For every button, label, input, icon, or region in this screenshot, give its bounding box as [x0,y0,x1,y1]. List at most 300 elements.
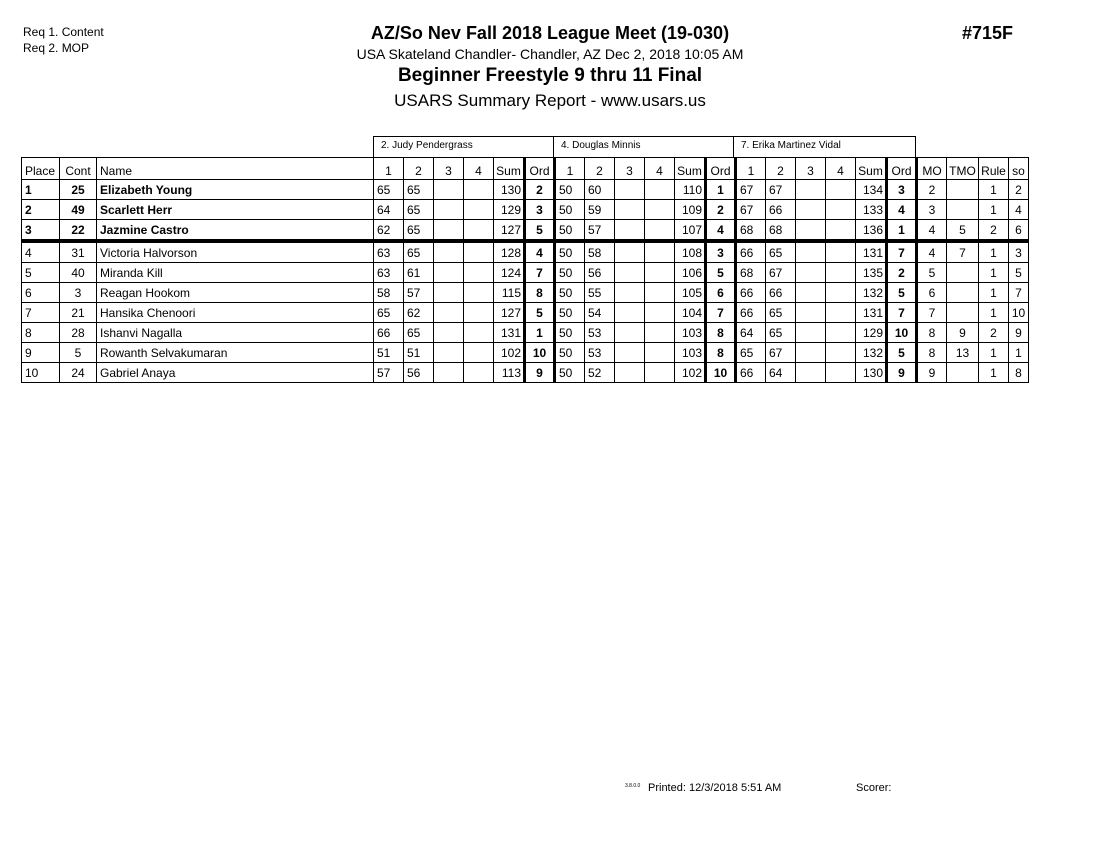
judge-2-sum: 102 [675,363,706,383]
judge-2-ordinal: 8 [706,323,736,343]
judge-2-ordinal: 6 [706,283,736,303]
judge-1-score-3 [434,220,464,242]
judge-1-sum: 131 [494,323,525,343]
col-mo: MO [917,158,947,180]
skater-name: Scarlett Herr [97,200,374,220]
judge-1-score-4 [464,180,494,200]
judge-1-score-1: 63 [374,263,404,283]
mo-cell: 2 [917,180,947,200]
judge-1-score-4 [464,200,494,220]
judge-2-score-3 [615,303,645,323]
judge-1-score-1: 64 [374,200,404,220]
judge-3-header: 7. Erika Martinez Vidal [733,136,916,158]
mo-cell: 8 [917,323,947,343]
judge-3-score-3 [796,283,826,303]
judge-3-score-3 [796,241,826,263]
col-rule: Rule [979,158,1009,180]
judge-2-score-4 [645,363,675,383]
mo-cell: 7 [917,303,947,323]
judge-2-score-1: 50 [555,220,585,242]
judge-3-score-2: 66 [766,283,796,303]
judge-3-score-4 [826,200,856,220]
judge-2-sum: 103 [675,323,706,343]
col-j3-s3: 3 [796,158,826,180]
col-j1-s4: 4 [464,158,494,180]
table-row [22,363,1029,383]
judge-1-ordinal: 3 [525,200,555,220]
judge-3-score-4 [826,220,856,242]
judge-3-ordinal: 5 [887,343,917,363]
table-row [22,303,1029,323]
cont-cell: 21 [60,303,97,323]
judge-1-score-1: 65 [374,180,404,200]
rule-cell: 1 [979,263,1009,283]
judge-3-score-2: 66 [766,200,796,220]
judge-3-ordinal: 9 [887,363,917,383]
judge-2-score-1: 50 [555,200,585,220]
judge-1-ordinal: 7 [525,263,555,283]
judge-2-score-3 [615,263,645,283]
col-j2-s1: 1 [555,158,585,180]
place-cell: 4 [22,241,60,263]
judge-3-score-2: 65 [766,303,796,323]
judge-3-score-3 [796,263,826,283]
judge-3-sum: 131 [856,303,887,323]
place-cell: 5 [22,263,60,283]
judge-1-ordinal: 5 [525,220,555,242]
tmo-cell [947,180,979,200]
judge-2-score-3 [615,343,645,363]
col-j3-s4: 4 [826,158,856,180]
rule-cell: 1 [979,283,1009,303]
software-version: 3.8.0.0 [625,783,641,789]
so-cell: 7 [1009,283,1029,303]
skater-name: Miranda Kill [97,263,374,283]
event-title: Beginner Freestyle 9 thru 11 Final [397,65,703,86]
judge-2-sum: 110 [675,180,706,200]
judge-1-score-2: 61 [404,263,434,283]
tmo-cell: 9 [947,323,979,343]
judge-3-score-3 [796,343,826,363]
col-j2-ord: Ord [706,158,736,180]
judge-3-score-4 [826,363,856,383]
tmo-cell [947,303,979,323]
rule-cell: 1 [979,241,1009,263]
col-so: so [1009,158,1029,180]
venue-date: USA Skateland Chandler- Chandler, AZ Dec 2, 2018 10:05 AM [356,46,744,62]
so-cell: 1 [1009,343,1029,363]
judge-3-sum: 131 [856,241,887,263]
judge-3-score-2: 67 [766,263,796,283]
judge-1-score-2: 65 [404,323,434,343]
judge-1-sum: 130 [494,180,525,200]
judge-1-score-1: 63 [374,241,404,263]
judge-2-score-4 [645,200,675,220]
table-row [22,220,1029,242]
rule-cell: 1 [979,303,1009,323]
mo-cell: 9 [917,363,947,383]
judge-3-sum: 130 [856,363,887,383]
judge-1-score-4 [464,263,494,283]
judge-3-score-1: 67 [736,180,766,200]
judge-2-score-2: 54 [585,303,615,323]
judge-2-score-1: 50 [555,263,585,283]
judge-1-score-2: 65 [404,220,434,242]
place-cell: 3 [22,220,60,242]
judge-2-score-2: 55 [585,283,615,303]
meet-title: AZ/So Nev Fall 2018 League Meet (19-030) [370,23,730,43]
judge-1-ordinal: 9 [525,363,555,383]
judge-1-score-3 [434,323,464,343]
skater-name: Victoria Halvorson [97,241,374,263]
judge-3-sum: 132 [856,283,887,303]
judge-3-ordinal: 2 [887,263,917,283]
judge-3-score-1: 66 [736,303,766,323]
judge-2-score-2: 53 [585,323,615,343]
col-j3-s2: 2 [766,158,796,180]
judge-1-score-3 [434,200,464,220]
col-j3-sum: Sum [856,158,887,180]
judge-1-score-1: 66 [374,323,404,343]
judge-2-sum: 105 [675,283,706,303]
tmo-cell [947,283,979,303]
judge-1-score-3 [434,263,464,283]
mo-cell: 4 [917,220,947,242]
skater-name: Reagan Hookom [97,283,374,303]
judge-3-score-1: 65 [736,343,766,363]
col-j1-s3: 3 [434,158,464,180]
tmo-cell: 7 [947,241,979,263]
judge-3-score-3 [796,323,826,343]
tmo-cell [947,200,979,220]
cont-cell: 24 [60,363,97,383]
judge-2-score-2: 59 [585,200,615,220]
tmo-cell: 13 [947,343,979,363]
judge-1-sum: 127 [494,303,525,323]
event-id: #715F [962,23,1014,43]
judge-1-score-2: 56 [404,363,434,383]
judge-2-sum: 103 [675,343,706,363]
judge-2-score-4 [645,263,675,283]
cont-cell: 49 [60,200,97,220]
skater-name: Ishanvi Nagalla [97,323,374,343]
judge-3-ordinal: 10 [887,323,917,343]
so-cell: 4 [1009,200,1029,220]
skater-name: Hansika Chenoori [97,303,374,323]
place-cell: 9 [22,343,60,363]
judge-1-score-4 [464,343,494,363]
skater-name: Elizabeth Young [97,180,374,200]
judge-1-score-4 [464,241,494,263]
judge-3-score-2: 67 [766,180,796,200]
col-cont: Cont [60,158,97,180]
tmo-cell [947,363,979,383]
judge-2-score-1: 50 [555,180,585,200]
judge-3-score-1: 68 [736,220,766,242]
judge-2-score-3 [615,200,645,220]
so-cell: 3 [1009,241,1029,263]
col-j3-s1: 1 [736,158,766,180]
judge-1-score-2: 62 [404,303,434,323]
judge-2-sum: 109 [675,200,706,220]
judge-3-sum: 129 [856,323,887,343]
judge-1-score-2: 57 [404,283,434,303]
place-cell: 8 [22,323,60,343]
judge-1-score-3 [434,241,464,263]
col-j2-s4: 4 [645,158,675,180]
place-cell: 6 [22,283,60,303]
table-row [22,180,1029,200]
tmo-cell: 5 [947,220,979,242]
judge-2-score-3 [615,241,645,263]
rule-cell: 1 [979,200,1009,220]
judge-3-score-4 [826,303,856,323]
judge-1-header: 2. Judy Pendergrass [373,136,554,158]
judge-3-sum: 135 [856,263,887,283]
table-row [22,343,1029,363]
judge-2-score-2: 53 [585,343,615,363]
table-row [22,323,1029,343]
judge-1-score-4 [464,363,494,383]
judge-3-score-1: 67 [736,200,766,220]
judge-2-sum: 106 [675,263,706,283]
judge-2-ordinal: 8 [706,343,736,363]
so-cell: 2 [1009,180,1029,200]
judge-2-score-3 [615,363,645,383]
table-row [22,241,1029,263]
judge-1-sum: 115 [494,283,525,303]
col-tmo: TMO [947,158,979,180]
col-j1-ord: Ord [525,158,555,180]
judge-2-ordinal: 3 [706,241,736,263]
rule-cell: 2 [979,220,1009,242]
so-cell: 10 [1009,303,1029,323]
judge-1-score-4 [464,220,494,242]
so-cell: 8 [1009,363,1029,383]
judge-1-score-3 [434,303,464,323]
judge-2-score-4 [645,343,675,363]
judge-3-score-1: 66 [736,283,766,303]
judge-2-score-4 [645,303,675,323]
judge-2-score-3 [615,220,645,242]
skater-name: Jazmine Castro [97,220,374,242]
judge-3-score-4 [826,283,856,303]
rule-cell: 1 [979,363,1009,383]
judge-2-score-4 [645,220,675,242]
judge-2-score-4 [645,180,675,200]
judge-2-score-2: 56 [585,263,615,283]
judge-3-score-2: 65 [766,323,796,343]
judge-2-score-1: 50 [555,363,585,383]
judge-3-score-3 [796,363,826,383]
cont-cell: 31 [60,241,97,263]
scorer-label: Scorer: [856,782,892,794]
judge-3-sum: 133 [856,200,887,220]
col-name: Name [97,158,374,180]
judge-1-ordinal: 5 [525,303,555,323]
judge-3-ordinal: 7 [887,303,917,323]
judge-1-sum: 102 [494,343,525,363]
col-place: Place [22,158,60,180]
judge-3-score-1: 64 [736,323,766,343]
judge-3-score-2: 64 [766,363,796,383]
place-cell: 7 [22,303,60,323]
table-row [22,200,1029,220]
judge-3-ordinal: 3 [887,180,917,200]
judge-3-score-4 [826,343,856,363]
judge-1-score-3 [434,363,464,383]
judge-2-sum: 108 [675,241,706,263]
judge-2-score-2: 57 [585,220,615,242]
judge-1-ordinal: 8 [525,283,555,303]
judge-3-score-4 [826,241,856,263]
judge-1-score-4 [464,303,494,323]
mo-cell: 5 [917,263,947,283]
col-j3-ord: Ord [887,158,917,180]
judge-3-score-1: 66 [736,241,766,263]
judge-1-score-2: 65 [404,180,434,200]
skater-name: Rowanth Selvakumaran [97,343,374,363]
judge-2-score-4 [645,241,675,263]
judge-2-score-3 [615,323,645,343]
so-cell: 5 [1009,263,1029,283]
judge-2-ordinal: 7 [706,303,736,323]
cont-cell: 28 [60,323,97,343]
col-j1-sum: Sum [494,158,525,180]
cont-cell: 22 [60,220,97,242]
judge-1-score-4 [464,323,494,343]
judge-3-ordinal: 5 [887,283,917,303]
judge-1-score-2: 51 [404,343,434,363]
place-cell: 2 [22,200,60,220]
judge-2-ordinal: 2 [706,200,736,220]
rule-cell: 2 [979,323,1009,343]
judge-3-score-2: 65 [766,241,796,263]
judge-2-score-2: 58 [585,241,615,263]
judge-3-ordinal: 1 [887,220,917,242]
mo-cell: 3 [917,200,947,220]
col-j2-s2: 2 [585,158,615,180]
judge-2-sum: 107 [675,220,706,242]
judge-2-score-1: 50 [555,303,585,323]
place-cell: 10 [22,363,60,383]
judge-1-sum: 127 [494,220,525,242]
judge-1-score-2: 65 [404,241,434,263]
judge-1-ordinal: 1 [525,323,555,343]
judge-2-score-3 [615,180,645,200]
judge-3-score-2: 68 [766,220,796,242]
mo-cell: 8 [917,343,947,363]
judge-3-score-4 [826,323,856,343]
col-j2-sum: Sum [675,158,706,180]
place-cell: 1 [22,180,60,200]
judge-3-score-1: 66 [736,363,766,383]
judge-3-ordinal: 4 [887,200,917,220]
printed-timestamp: Printed: 12/3/2018 5:51 AM [648,782,782,794]
judge-1-score-1: 51 [374,343,404,363]
mo-cell: 6 [917,283,947,303]
judge-1-sum: 113 [494,363,525,383]
judge-1-ordinal: 4 [525,241,555,263]
col-j2-s3: 3 [615,158,645,180]
judge-2-ordinal: 1 [706,180,736,200]
judge-3-score-3 [796,180,826,200]
judge-1-sum: 124 [494,263,525,283]
judge-3-score-4 [826,180,856,200]
judge-3-score-3 [796,303,826,323]
header-row [22,158,1029,180]
judge-2-score-2: 52 [585,363,615,383]
rule-cell: 1 [979,180,1009,200]
table-row [22,263,1029,283]
judge-1-score-2: 65 [404,200,434,220]
judge-2-ordinal: 4 [706,220,736,242]
judge-2-score-1: 50 [555,241,585,263]
judge-2-ordinal: 10 [706,363,736,383]
judge-1-score-3 [434,283,464,303]
judge-3-sum: 134 [856,180,887,200]
judge-1-score-1: 57 [374,363,404,383]
judge-2-score-1: 50 [555,343,585,363]
judge-3-score-3 [796,200,826,220]
table-row [22,283,1029,303]
judge-2-score-1: 50 [555,283,585,303]
col-j1-s1: 1 [374,158,404,180]
judge-2-ordinal: 5 [706,263,736,283]
judge-1-ordinal: 2 [525,180,555,200]
cont-cell: 25 [60,180,97,200]
judge-3-sum: 132 [856,343,887,363]
judge-3-ordinal: 7 [887,241,917,263]
requirement-1: Req 1. Content [23,25,104,39]
so-cell: 6 [1009,220,1029,242]
judge-1-score-1: 58 [374,283,404,303]
judge-3-score-2: 67 [766,343,796,363]
judge-2-score-3 [615,283,645,303]
so-cell: 9 [1009,323,1029,343]
requirement-2: Req 2. MOP [23,41,90,55]
judge-2-score-4 [645,323,675,343]
rule-cell: 1 [979,343,1009,363]
skater-name: Gabriel Anaya [97,363,374,383]
cont-cell: 3 [60,283,97,303]
results-table [21,157,1029,383]
judge-1-score-3 [434,343,464,363]
report-title: USARS Summary Report - www.usars.us [394,91,706,110]
judge-1-score-1: 65 [374,303,404,323]
cont-cell: 40 [60,263,97,283]
judge-1-score-3 [434,180,464,200]
judge-1-sum: 129 [494,200,525,220]
judge-3-score-1: 68 [736,263,766,283]
col-j1-s2: 2 [404,158,434,180]
judge-1-score-4 [464,283,494,303]
judge-2-score-1: 50 [555,323,585,343]
judge-1-ordinal: 10 [525,343,555,363]
judge-3-score-4 [826,263,856,283]
judge-1-sum: 128 [494,241,525,263]
judge-2-score-2: 60 [585,180,615,200]
judge-3-sum: 136 [856,220,887,242]
judge-2-score-4 [645,283,675,303]
mo-cell: 4 [917,241,947,263]
judge-2-sum: 104 [675,303,706,323]
judge-2-header: 4. Douglas Minnis [553,136,734,158]
judge-1-score-1: 62 [374,220,404,242]
tmo-cell [947,263,979,283]
judge-3-score-3 [796,220,826,242]
cont-cell: 5 [60,343,97,363]
